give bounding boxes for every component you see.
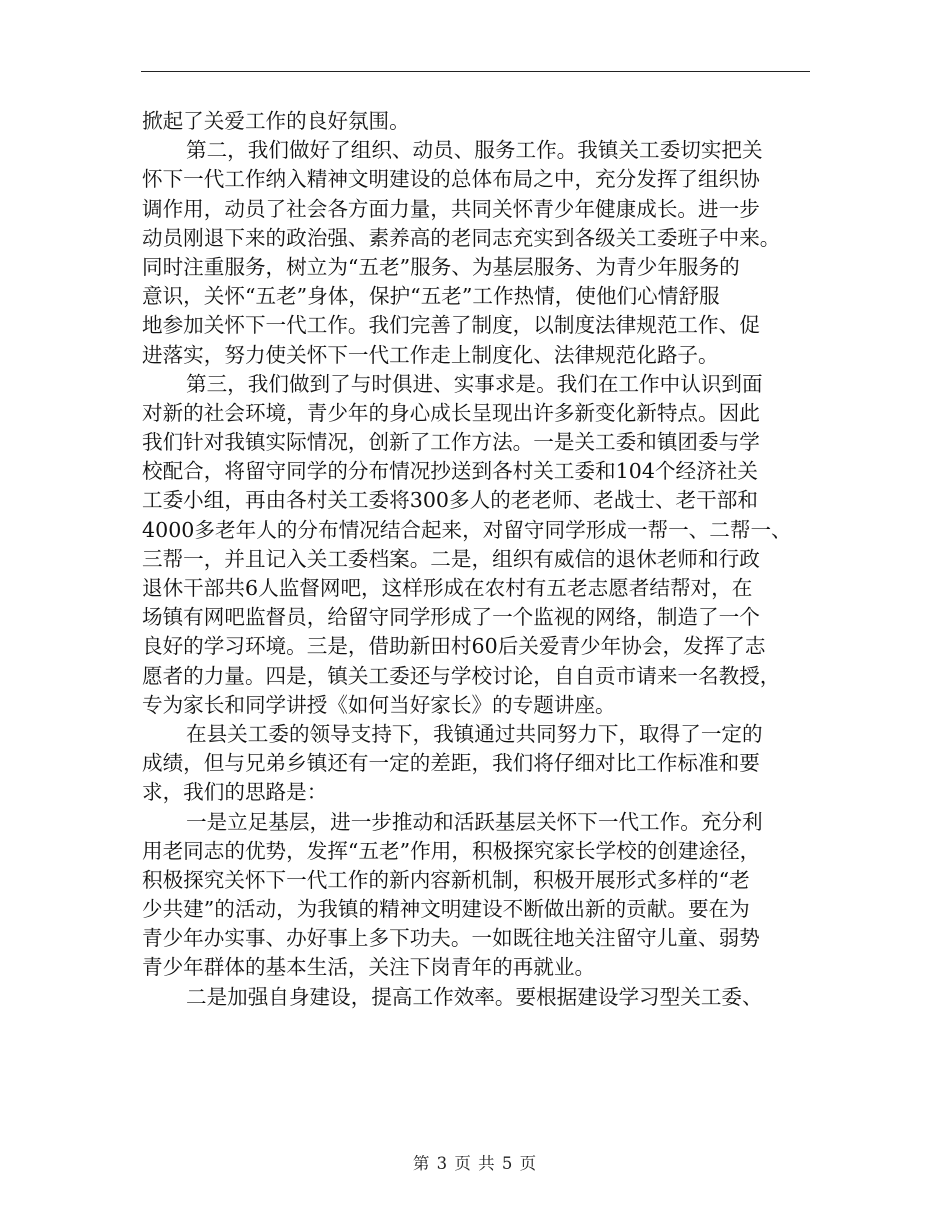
text-line: 三帮一，并且记入关工委档案。二是，组织有威信的退休老师和行政 — [142, 546, 760, 571]
text-line: 青少年办实事、办好事上多下功夫。一如既往地关注留守儿童、弱势 — [142, 926, 760, 951]
text-line: 愿者的力量。四是，镇关工委还与学校讨论，自自贡市请来一名教授， — [142, 663, 781, 688]
text-line: 怀下一代工作纳入精神文明建设的总体布局之中，充分发挥了组织协 — [142, 167, 760, 192]
text-line: 我们针对我镇实际情况，创新了工作方法。一是关工委和镇团委与学 — [142, 430, 760, 455]
text-line: 同时注重服务，树立为“五老”服务、为基层服务、为青少年服务的 — [142, 254, 740, 279]
text-line: 求，我们的思路是： — [142, 780, 328, 805]
text-line: 一是立足基层，进一步推动和活跃基层关怀下一代工作。充分利 — [186, 809, 763, 834]
text-line: 第三，我们做到了与时俱进、实事求是。我们在工作中认识到面 — [186, 371, 763, 396]
text-line: 场镇有网吧监督员，给留守同学形成了一个监视的网络，制造了一个 — [142, 605, 760, 630]
text-line: 动员刚退下来的政治强、素养高的老同志充实到各级关工委班子中来。 — [142, 225, 781, 250]
text-line: 成绩，但与兄弟乡镇还有一定的差距，我们将仔细对比工作标准和要 — [142, 751, 760, 776]
text-line: 用老同志的优势，发挥“五老”作用，积极探究家长学校的创建途径， — [142, 838, 761, 863]
text-line: 第二，我们做好了组织、动员、服务工作。我镇关工委切实把关 — [186, 138, 763, 163]
text-line: 掀起了关爱工作的良好氛围。 — [142, 109, 410, 133]
text-line: 对新的社会环境，青少年的身心成长呈现出许多新变化新特点。因此 — [142, 400, 760, 425]
document-body — [142, 107, 812, 1012]
text-line: 二是加强自身建设，提高工作效率。要根据建设学习型关工委、 — [186, 984, 763, 1009]
text-line: 4000多老年人的分布情况结合起来，对留守同学形成一帮一、二帮一、 — [142, 517, 792, 542]
text-line: 在县关工委的领导支持下，我镇通过共同努力下，取得了一定的 — [186, 721, 763, 746]
text-line: 少共建”的活动，为我镇的精神文明建设不断做出新的贡献。要在为 — [142, 897, 750, 922]
text-line: 退休干部共6人监督网吧，这样形成在农村有五老志愿者结帮对，在 — [142, 576, 753, 600]
text-line: 专为家长和同学讲授《如何当好家长》的专题讲座。 — [142, 692, 616, 717]
text-line: 地参加关怀下一代工作。我们完善了制度，以制度法律规范工作、促 — [142, 313, 760, 338]
text-line: 青少年群体的基本生活，关注下岗青年的再就业。 — [142, 955, 596, 980]
text-line: 意识，关怀“五老”身体，保护“五老”工作热情，使他们心情舒服 — [142, 284, 720, 309]
header-rule — [141, 71, 810, 72]
text-line: 调作用，动员了社会各方面力量，共同关怀青少年健康成长。进一步 — [142, 196, 760, 221]
text-line: 积极探究关怀下一代工作的新内容新机制，积极开展形式多样的“老 — [142, 867, 750, 892]
page-number: 第 3 页 共 5 页 — [412, 1154, 538, 1173]
text-line: 校配合，将留守同学的分布情况抄送到各村关工委和104个经济社关 — [142, 459, 758, 484]
text-line: 工委小组，再由各村关工委将300多人的老老师、老战士、老干部和 — [142, 488, 758, 513]
text-line: 良好的学习环境。三是，借助新田村60后关爱青少年协会，发挥了志 — [142, 634, 766, 659]
text-line: 进落实，努力使关怀下一代工作走上制度化、法律规范化路子。 — [142, 342, 719, 367]
